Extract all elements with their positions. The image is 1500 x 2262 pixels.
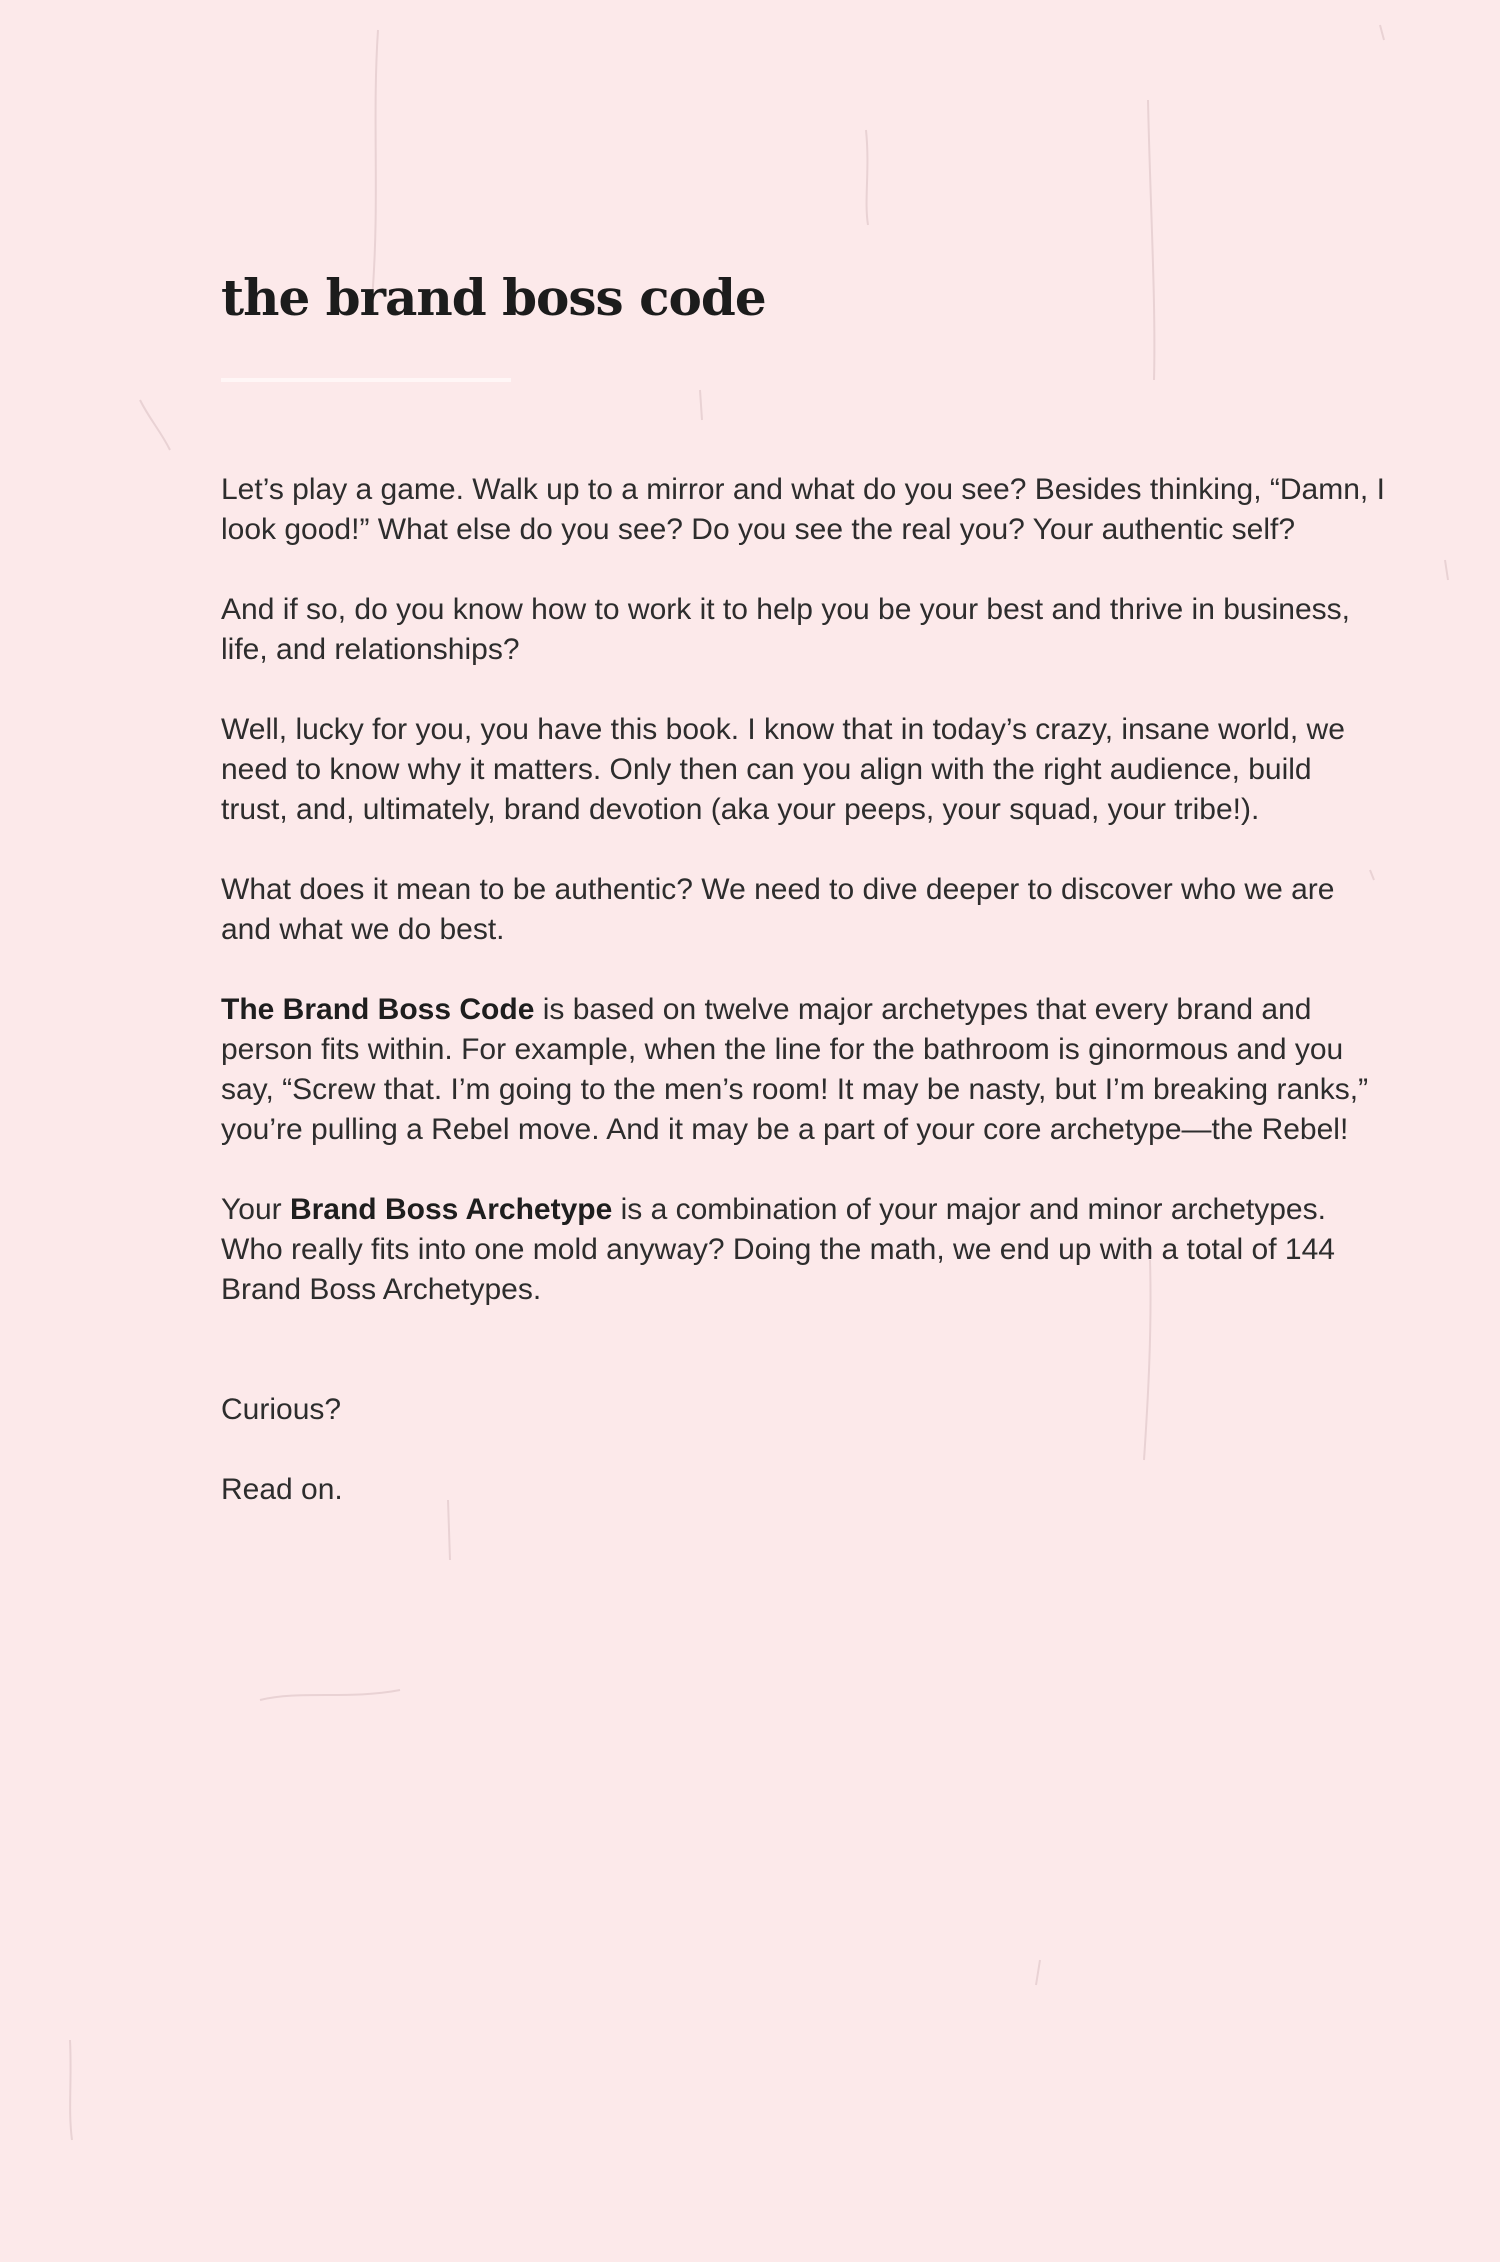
paragraph-archetype <box>221 1190 1386 1310</box>
bold-brand-boss-code: The Brand Boss Code <box>221 993 535 1026</box>
paragraph-curious: Curious? <box>221 1393 342 1426</box>
paragraph-authentic: What does it mean to be authentic? We need to dive deeper to discover who we are and what we do best. <box>221 873 1335 946</box>
paragraph-read-on: Read on. <box>221 1473 343 1506</box>
paragraph-code <box>221 990 1386 1150</box>
page-title: the brand boss code <box>221 268 766 327</box>
paragraph-archetype-start: Your <box>221 1193 290 1226</box>
title-divider <box>221 378 511 382</box>
paragraph-intro: Let’s play a game. Walk up to a mirror and what do you see? Besides thinking, “Damn, I look good!” What else do you see? Do you see the real you? Your authentic self? <box>221 473 1385 546</box>
paragraph-code-text: is based on twelve major archetypes that every brand and person fits within. For example, when the line for the bathroom is ginormous and you say, “Screw that. I’m going to the men’s room! It may be nasty, but I’m breaking ranks,” you’re pulling a Rebel move. And it may be a part of your core archetype—the Rebel! <box>221 993 1369 1146</box>
paragraph-book: Well, lucky for you, you have this book. I know that in today’s crazy, insane world, we need to know why it matters. Only then can you align with the right audience, build trust, and, ultimately, brand devotion (aka your peeps, your squad, your tribe!). <box>221 713 1345 826</box>
paragraph-question: And if so, do you know how to work it to help you be your best and thrive in business, life, and relationships? <box>221 593 1350 666</box>
paragraph-archetype-text: is a combination of your major and minor archetypes. Who really fits into one mold anyway? Doing the math, we end up with a total of 144 Brand Boss Archetypes. <box>221 1193 1335 1306</box>
page-content <box>221 268 1386 1550</box>
bold-brand-boss-archetype: Brand Boss Archetype <box>289 1193 613 1226</box>
